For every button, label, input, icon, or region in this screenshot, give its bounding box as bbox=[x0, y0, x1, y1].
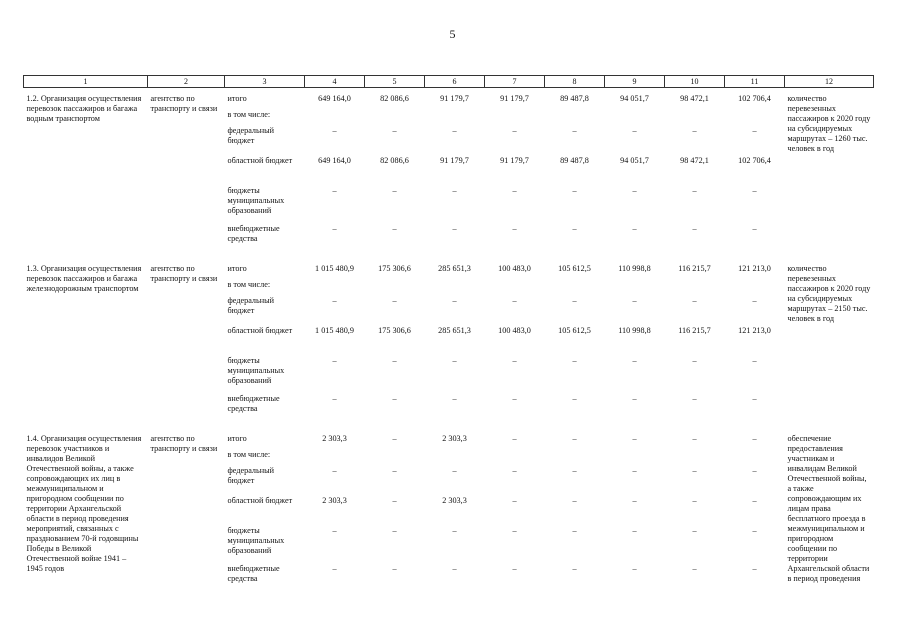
value-cell: 649 164,0 bbox=[318, 94, 351, 103]
funding-source-label: федеральный бюджет bbox=[227, 466, 275, 485]
section-agency: агентство по транспорту и связи bbox=[150, 434, 218, 453]
funding-source-label: бюджеты муниципальных образований bbox=[227, 356, 285, 385]
section-spacer bbox=[24, 248, 874, 264]
value-cell: – bbox=[752, 356, 757, 365]
header-row bbox=[24, 76, 874, 88]
value-cell: – bbox=[572, 466, 577, 475]
value-cell: 98 472,1 bbox=[680, 94, 709, 103]
value-cell: 89 487,8 bbox=[560, 94, 589, 103]
value-cell: – bbox=[512, 394, 517, 403]
value-cell bbox=[305, 110, 365, 126]
value-cell: – bbox=[572, 356, 577, 365]
value-cell bbox=[545, 110, 605, 126]
value-cell: – bbox=[392, 186, 397, 195]
value-cell: 105 612,5 bbox=[558, 326, 591, 335]
value-cell bbox=[725, 450, 785, 466]
value-cell: – bbox=[332, 526, 337, 535]
column-header: 3 bbox=[225, 76, 305, 88]
value-cell: 91 179,7 bbox=[500, 156, 529, 165]
value-cell bbox=[485, 450, 545, 466]
funding-source-label: областной бюджет bbox=[227, 326, 293, 335]
value-cell: 116 215,7 bbox=[678, 264, 711, 273]
value-cell: 175 306,6 bbox=[378, 264, 411, 273]
value-cell bbox=[605, 450, 665, 466]
table-body bbox=[24, 88, 874, 589]
value-cell: 1 015 480,9 bbox=[315, 326, 354, 335]
value-cell bbox=[545, 280, 605, 296]
table-row bbox=[24, 264, 874, 280]
funding-source-label: областной бюджет bbox=[227, 156, 293, 165]
value-cell: – bbox=[452, 224, 457, 233]
value-cell bbox=[605, 110, 665, 126]
value-cell: – bbox=[692, 434, 697, 443]
value-cell: – bbox=[632, 296, 637, 305]
value-cell: – bbox=[392, 296, 397, 305]
column-header: 4 bbox=[305, 76, 365, 88]
value-cell: – bbox=[632, 526, 637, 535]
value-cell: – bbox=[512, 526, 517, 535]
section-spacer bbox=[24, 418, 874, 434]
column-header: 10 bbox=[665, 76, 725, 88]
value-cell: – bbox=[752, 496, 757, 505]
value-cell: 100 483,0 bbox=[498, 264, 531, 273]
value-cell: – bbox=[572, 224, 577, 233]
funding-source-label: итого bbox=[227, 264, 247, 273]
value-cell: – bbox=[392, 394, 397, 403]
value-cell: – bbox=[512, 496, 517, 505]
value-cell bbox=[725, 110, 785, 126]
funding-source-label: в том числе: bbox=[227, 110, 271, 119]
funding-source-label: бюджеты муниципальных образований bbox=[227, 186, 285, 215]
value-cell: 649 164,0 bbox=[318, 156, 351, 165]
value-cell: 102 706,4 bbox=[738, 94, 771, 103]
value-cell: 2 303,3 bbox=[322, 434, 347, 443]
section-title: 1.3. Организация осуществления перевозок пассажиров и багажа железнодорожным транспортом bbox=[26, 264, 142, 293]
value-cell: – bbox=[392, 356, 397, 365]
value-cell: 94 051,7 bbox=[620, 156, 649, 165]
value-cell bbox=[305, 450, 365, 466]
value-cell: 110 998,8 bbox=[618, 326, 651, 335]
value-cell bbox=[305, 280, 365, 296]
value-cell: – bbox=[332, 466, 337, 475]
value-cell bbox=[665, 280, 725, 296]
value-cell: – bbox=[392, 126, 397, 135]
value-cell bbox=[485, 110, 545, 126]
value-cell: – bbox=[632, 356, 637, 365]
funding-source-label: бюджеты муниципальных образований bbox=[227, 526, 285, 555]
section-title: 1.2. Организация осуществления перевозок пассажиров и багажа водным транспортом bbox=[26, 94, 142, 123]
value-cell: – bbox=[692, 564, 697, 573]
section-result: обеспечение предоставления участникам и инвалидам Великой Отечественной войны, а также сопровождающим их лицам права бесплатного проезда в межмуниципальном и пригородном сообщении по территории Архангельской области в период проведения bbox=[787, 434, 870, 583]
value-cell: 1 015 480,9 bbox=[315, 264, 354, 273]
value-cell: 2 303,3 bbox=[442, 496, 467, 505]
value-cell: – bbox=[692, 466, 697, 475]
value-cell: – bbox=[572, 526, 577, 535]
value-cell: 98 472,1 bbox=[680, 156, 709, 165]
value-cell: – bbox=[332, 126, 337, 135]
value-cell: – bbox=[572, 496, 577, 505]
value-cell: 175 306,6 bbox=[378, 326, 411, 335]
value-cell: – bbox=[392, 496, 397, 505]
value-cell: – bbox=[512, 186, 517, 195]
value-cell bbox=[365, 450, 425, 466]
column-header: 1 bbox=[24, 76, 148, 88]
column-header: 2 bbox=[148, 76, 225, 88]
value-cell: – bbox=[572, 394, 577, 403]
funding-source-label: внебюджетные средства bbox=[227, 394, 280, 413]
value-cell bbox=[425, 110, 485, 126]
section-result: количество перевезенных пассажиров к 2020 году на субсидируемых маршрутах – 1260 тыс. человек в год bbox=[787, 94, 871, 153]
value-cell: 102 706,4 bbox=[738, 156, 771, 165]
value-cell: 94 051,7 bbox=[620, 94, 649, 103]
value-cell: – bbox=[332, 224, 337, 233]
column-header: 12 bbox=[785, 76, 874, 88]
funding-source-label: областной бюджет bbox=[227, 496, 293, 505]
value-cell: – bbox=[572, 126, 577, 135]
funding-source-label: внебюджетные средства bbox=[227, 564, 280, 583]
value-cell: – bbox=[632, 466, 637, 475]
page-number: 5 bbox=[449, 27, 456, 41]
value-cell: 89 487,8 bbox=[560, 156, 589, 165]
value-cell bbox=[725, 280, 785, 296]
table-row bbox=[24, 94, 874, 110]
value-cell: – bbox=[632, 434, 637, 443]
value-cell: – bbox=[692, 186, 697, 195]
value-cell bbox=[665, 110, 725, 126]
funding-source-label: в том числе: bbox=[227, 450, 271, 459]
value-cell bbox=[425, 280, 485, 296]
column-header: 5 bbox=[365, 76, 425, 88]
value-cell: – bbox=[512, 564, 517, 573]
value-cell: – bbox=[392, 434, 397, 443]
funding-source-label: итого bbox=[227, 434, 247, 443]
value-cell: 121 213,0 bbox=[738, 264, 771, 273]
value-cell: 91 179,7 bbox=[440, 94, 469, 103]
value-cell: – bbox=[752, 564, 757, 573]
value-cell: – bbox=[332, 564, 337, 573]
value-cell: – bbox=[512, 356, 517, 365]
value-cell: – bbox=[692, 126, 697, 135]
value-cell: – bbox=[692, 356, 697, 365]
value-cell: 91 179,7 bbox=[440, 156, 469, 165]
column-header: 8 bbox=[545, 76, 605, 88]
value-cell: – bbox=[632, 224, 637, 233]
value-cell: – bbox=[332, 356, 337, 365]
value-cell bbox=[485, 280, 545, 296]
value-cell bbox=[365, 280, 425, 296]
section-agency: агентство по транспорту и связи bbox=[150, 264, 218, 283]
value-cell: – bbox=[632, 126, 637, 135]
value-cell: – bbox=[452, 394, 457, 403]
value-cell: – bbox=[752, 434, 757, 443]
value-cell: – bbox=[572, 296, 577, 305]
funding-source-label: федеральный бюджет bbox=[227, 296, 275, 315]
value-cell: – bbox=[752, 466, 757, 475]
value-cell: 285 651,3 bbox=[438, 264, 471, 273]
funding-source-label: итого bbox=[227, 94, 247, 103]
value-cell: 2 303,3 bbox=[442, 434, 467, 443]
value-cell: 285 651,3 bbox=[438, 326, 471, 335]
funding-source-label: в том числе: bbox=[227, 280, 271, 289]
value-cell: – bbox=[512, 296, 517, 305]
column-header: 11 bbox=[725, 76, 785, 88]
value-cell: 105 612,5 bbox=[558, 264, 591, 273]
value-cell: 121 213,0 bbox=[738, 326, 771, 335]
section-title: 1.4. Организация осуществления перевозок участников и инвалидов Великой Отечественной войны, а также сопровождающих их лиц в межмуниципальном и пригородном сообщении по территории Архангельской области в период проведения мероприятий, связанных с празднованием 70-й годовщины Победы в Великой Отечественной войне 1941 – 1945 годов bbox=[26, 434, 142, 573]
value-cell: – bbox=[692, 296, 697, 305]
section-agency: агентство по транспорту и связи bbox=[150, 94, 218, 113]
section-result: количество перевезенных пассажиров к 2020 году на субсидируемых маршрутах – 2150 тыс. человек в год bbox=[787, 264, 871, 323]
value-cell: – bbox=[752, 394, 757, 403]
value-cell bbox=[425, 450, 485, 466]
value-cell: 100 483,0 bbox=[498, 326, 531, 335]
value-cell: – bbox=[752, 526, 757, 535]
value-cell: – bbox=[632, 186, 637, 195]
value-cell: 91 179,7 bbox=[500, 94, 529, 103]
value-cell: – bbox=[572, 434, 577, 443]
table-row bbox=[24, 434, 874, 450]
value-cell: – bbox=[512, 466, 517, 475]
value-cell: – bbox=[572, 564, 577, 573]
value-cell: – bbox=[752, 126, 757, 135]
value-cell: – bbox=[452, 296, 457, 305]
value-cell: – bbox=[752, 296, 757, 305]
value-cell: 116 215,7 bbox=[678, 326, 711, 335]
value-cell: 2 303,3 bbox=[322, 496, 347, 505]
value-cell bbox=[545, 450, 605, 466]
value-cell: – bbox=[512, 434, 517, 443]
value-cell: – bbox=[452, 526, 457, 535]
value-cell: – bbox=[452, 126, 457, 135]
value-cell: – bbox=[392, 466, 397, 475]
value-cell: – bbox=[632, 496, 637, 505]
value-cell: – bbox=[692, 496, 697, 505]
value-cell: – bbox=[632, 394, 637, 403]
value-cell: – bbox=[572, 186, 577, 195]
value-cell: – bbox=[452, 356, 457, 365]
value-cell: – bbox=[632, 564, 637, 573]
value-cell: – bbox=[392, 526, 397, 535]
value-cell bbox=[665, 450, 725, 466]
column-header: 7 bbox=[485, 76, 545, 88]
funding-source-label: внебюджетные средства bbox=[227, 224, 280, 243]
value-cell: 110 998,8 bbox=[618, 264, 651, 273]
value-cell: – bbox=[692, 526, 697, 535]
value-cell bbox=[365, 110, 425, 126]
value-cell: – bbox=[692, 394, 697, 403]
value-cell: 82 086,6 bbox=[380, 94, 409, 103]
value-cell: – bbox=[512, 224, 517, 233]
column-header: 6 bbox=[425, 76, 485, 88]
value-cell: – bbox=[452, 186, 457, 195]
value-cell bbox=[605, 280, 665, 296]
value-cell: – bbox=[392, 564, 397, 573]
value-cell: – bbox=[332, 394, 337, 403]
funding-source-label: федеральный бюджет bbox=[227, 126, 275, 145]
value-cell: – bbox=[452, 466, 457, 475]
value-cell: – bbox=[332, 296, 337, 305]
value-cell: – bbox=[452, 564, 457, 573]
value-cell: – bbox=[692, 224, 697, 233]
value-cell: – bbox=[752, 224, 757, 233]
value-cell: – bbox=[752, 186, 757, 195]
program-table bbox=[23, 75, 874, 588]
value-cell: 82 086,6 bbox=[380, 156, 409, 165]
value-cell: – bbox=[332, 186, 337, 195]
value-cell: – bbox=[512, 126, 517, 135]
value-cell: – bbox=[392, 224, 397, 233]
column-header: 9 bbox=[605, 76, 665, 88]
